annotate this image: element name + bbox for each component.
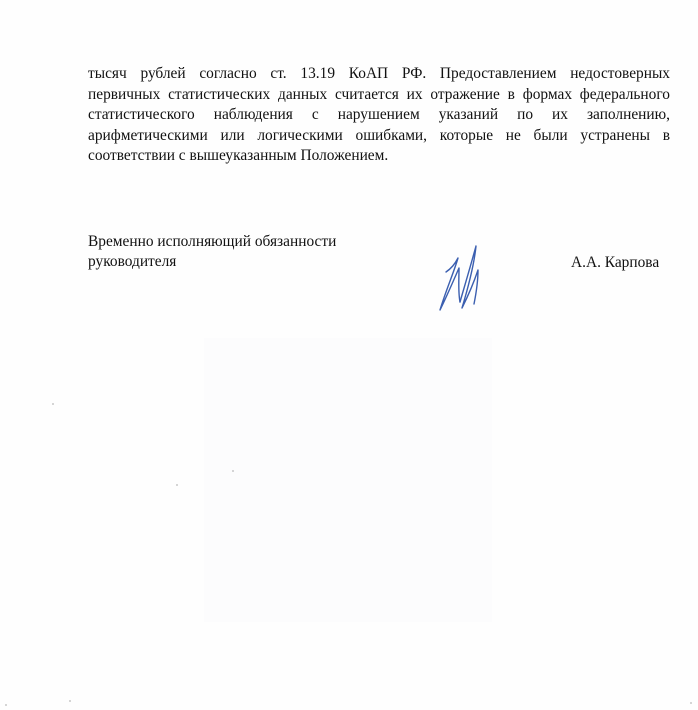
paragraph-line: первичных статистических данных считается их отражение в формах федерального [88, 85, 670, 103]
paragraph-line: арифметическими или логическими ошибками, которые не были устранены в [88, 126, 670, 144]
scan-speck [232, 470, 234, 472]
handwritten-signature [432, 238, 492, 316]
scan-speck [5, 704, 7, 706]
scan-speck [176, 484, 178, 486]
signatory-title [88, 232, 336, 272]
paragraph-line: статистического наблюдения с нарушением указаний по их заполнению, [88, 106, 670, 124]
scan-speck [52, 403, 54, 405]
faded-stamp-area [204, 338, 492, 622]
body-paragraph [88, 64, 670, 167]
signatory-title-line-1: Временно исполняющий обязанности [88, 233, 337, 250]
scan-speck [690, 702, 692, 704]
scan-speck [69, 700, 71, 702]
paragraph-line: тысяч рублей согласно ст. 13.19 КоАП РФ. Предоставлением недостоверных [88, 65, 670, 82]
paragraph-line: соответствии с вышеуказанным Положением. [88, 147, 389, 165]
signatory-name: А.А. Карпова [571, 254, 660, 271]
signatory-title-line-2: руководителя [88, 253, 177, 270]
